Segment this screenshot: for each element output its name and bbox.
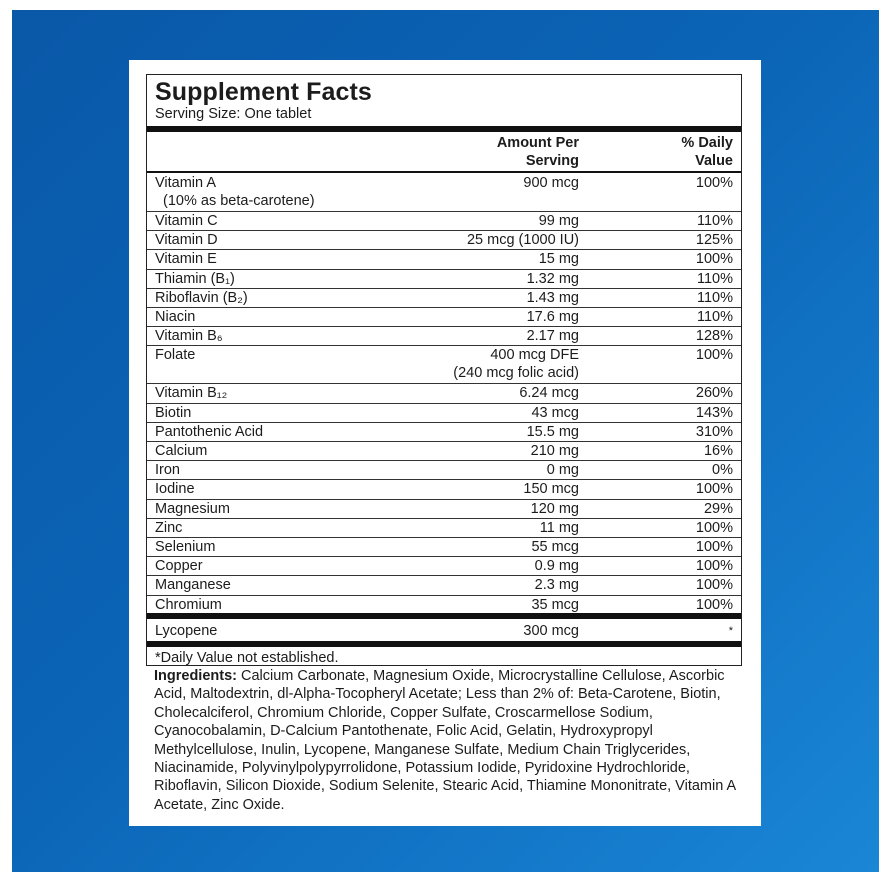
nutrient-name: Calcium <box>155 443 208 459</box>
nutrient-amount: 6.24 mcg <box>519 385 579 402</box>
nutrient-amount: 2.17 mg <box>526 328 579 345</box>
nutrient-daily-value: 16% <box>703 443 733 459</box>
ingredients-text: Calcium Carbonate, Magnesium Oxide, Microcrystalline Cellulose, Ascorbic Acid, Maltodextrin, dl-Alpha-Tocopheryl Acetate; Less than 2% of: Beta-Carotene, Biotin, Cholecalciferol, Chromium Chloride, Copper Sulfate, Croscarmellose Sodium, Cyanocobalamin, D-Calcium Pantothenate, Folic Acid, Gelatin, Hydroxypropyl Methylcellulose, Inulin, Lycopene, Manganese Sulfate, Medium Chain Triglycerides, Niacinamide, Polyvinylpolypyrrolidone, Potassium Iodide, Pyridoxine Hydrochloride, Riboflavin, Silicon Dioxide, Sodium Selenite, Stearic Acid, Thiamine Mononitrate, Vitamin A Acetate, Zinc Oxide. <box>154 668 736 813</box>
nutrient-name: Vitamin B₆ <box>155 328 223 345</box>
row-divider <box>147 230 741 231</box>
nutrient-daily-value: 29% <box>703 500 733 517</box>
row-divider <box>147 537 741 538</box>
nutrient-name: Iron <box>155 462 180 479</box>
row-divider <box>147 307 741 308</box>
nutrient-amount: 1.32 mg <box>526 270 579 287</box>
thick-divider-bottom <box>147 613 741 619</box>
row-divider <box>147 518 741 519</box>
nutrient-daily-value: 110% <box>696 270 733 287</box>
nutrient-daily-value: 100% <box>695 596 733 613</box>
nutrient-daily-value: 100% <box>695 558 733 575</box>
other-dv: * <box>728 625 733 637</box>
serving-size: Serving Size: One tablet <box>155 106 312 122</box>
row-divider <box>147 441 741 442</box>
nutrient-name: Iodine <box>155 481 195 498</box>
nutrient-amount: 11 mg <box>539 519 579 536</box>
nutrient-amount: 400 mcg DFE <box>490 347 579 364</box>
nutrient-amount: 99 mg <box>538 213 579 229</box>
nutrient-subnote: (10% as beta-carotene) <box>163 193 315 209</box>
nutrient-daily-value: 128% <box>695 328 733 345</box>
nutrient-name: Copper <box>155 558 203 575</box>
nutrient-amount: 150 mcg <box>523 481 579 498</box>
supplement-facts-panel <box>146 74 742 666</box>
nutrient-name: Niacin <box>155 309 196 325</box>
nutrient-daily-value: 110% <box>696 213 733 229</box>
footnote: *Daily Value not established. <box>155 650 339 666</box>
nutrient-amount: 55 mcg <box>531 539 579 555</box>
nutrient-amount: 17.6 mg <box>526 309 579 325</box>
header-dv-line2: Value <box>695 153 733 169</box>
header-divider <box>147 171 741 173</box>
nutrient-name: Zinc <box>155 519 183 536</box>
nutrient-daily-value: 100% <box>695 175 733 191</box>
nutrient-daily-value: 0% <box>712 462 733 479</box>
row-divider <box>147 479 741 480</box>
nutrient-daily-value: 100% <box>695 481 733 498</box>
nutrient-amount: 43 mcg <box>531 404 579 421</box>
nutrient-daily-value: 100% <box>695 251 733 268</box>
row-divider <box>147 326 741 327</box>
nutrient-amount: 1.43 mg <box>526 289 579 306</box>
ingredients-label: Ingredients: <box>154 668 237 684</box>
nutrient-daily-value: 310% <box>695 423 733 440</box>
header-amount-line1: Amount Per <box>496 135 579 151</box>
nutrient-name: Pantothenic Acid <box>155 423 264 440</box>
nutrient-amount-note: (240 mcg folic acid) <box>453 365 579 382</box>
nutrient-amount: 0.9 mg <box>534 558 579 575</box>
label-card <box>129 60 761 826</box>
panel-title: Supplement Facts <box>155 78 372 106</box>
nutrient-daily-value: 125% <box>695 232 733 249</box>
nutrient-name: Thiamin (B₁) <box>155 270 235 287</box>
row-divider <box>147 403 741 404</box>
nutrient-amount: 0 mg <box>546 462 579 479</box>
nutrient-name: Selenium <box>155 539 216 555</box>
row-divider <box>147 595 741 596</box>
nutrient-amount: 15 mg <box>538 251 579 268</box>
row-divider <box>147 269 741 270</box>
row-divider <box>147 345 741 346</box>
nutrient-name: Vitamin E <box>155 251 217 268</box>
header-amount <box>497 134 579 170</box>
nutrient-name: Vitamin B₁₂ <box>155 385 228 402</box>
nutrient-daily-value: 110% <box>696 309 733 325</box>
other-name: Lycopene <box>155 623 218 639</box>
row-divider <box>147 460 741 461</box>
nutrient-name: Manganese <box>155 577 231 594</box>
header-amount-line2: Serving <box>525 153 579 169</box>
nutrient-amount: 2.3 mg <box>534 577 579 594</box>
row-divider <box>147 556 741 557</box>
nutrient-name: Folate <box>155 347 196 364</box>
row-divider <box>147 575 741 576</box>
thick-divider-footer <box>147 641 741 647</box>
ingredients-block <box>154 667 744 814</box>
thick-divider <box>147 126 741 132</box>
row-divider <box>147 249 741 250</box>
header-dv-line1: % Daily <box>681 135 733 151</box>
nutrient-daily-value: 100% <box>695 577 733 594</box>
nutrient-amount: 120 mg <box>530 500 579 517</box>
nutrient-daily-value: 110% <box>696 289 733 306</box>
nutrient-daily-value: 143% <box>695 404 733 421</box>
header-daily-value <box>681 134 733 170</box>
nutrient-name: Vitamin C <box>155 213 218 229</box>
nutrient-daily-value: 100% <box>695 519 733 536</box>
row-divider <box>147 211 741 212</box>
nutrient-daily-value: 100% <box>695 347 733 364</box>
row-divider <box>147 499 741 500</box>
nutrient-name: Riboflavin (B₂) <box>155 289 248 306</box>
nutrient-name: Magnesium <box>155 500 230 517</box>
nutrient-name: Vitamin A <box>155 175 216 191</box>
nutrient-name: Biotin <box>155 404 192 421</box>
nutrient-amount: 900 mcg <box>523 175 579 191</box>
nutrient-daily-value: 260% <box>695 385 733 402</box>
nutrient-name: Chromium <box>155 596 222 613</box>
nutrient-amount: 25 mcg (1000 IU) <box>466 232 579 249</box>
other-amount: 300 mcg <box>523 623 579 639</box>
nutrient-name: Vitamin D <box>155 232 218 249</box>
nutrient-daily-value: 100% <box>695 539 733 555</box>
nutrient-amount: 210 mg <box>530 443 579 459</box>
nutrient-amount: 35 mcg <box>531 596 579 613</box>
row-divider <box>147 383 741 384</box>
nutrient-amount: 15.5 mg <box>526 423 579 440</box>
